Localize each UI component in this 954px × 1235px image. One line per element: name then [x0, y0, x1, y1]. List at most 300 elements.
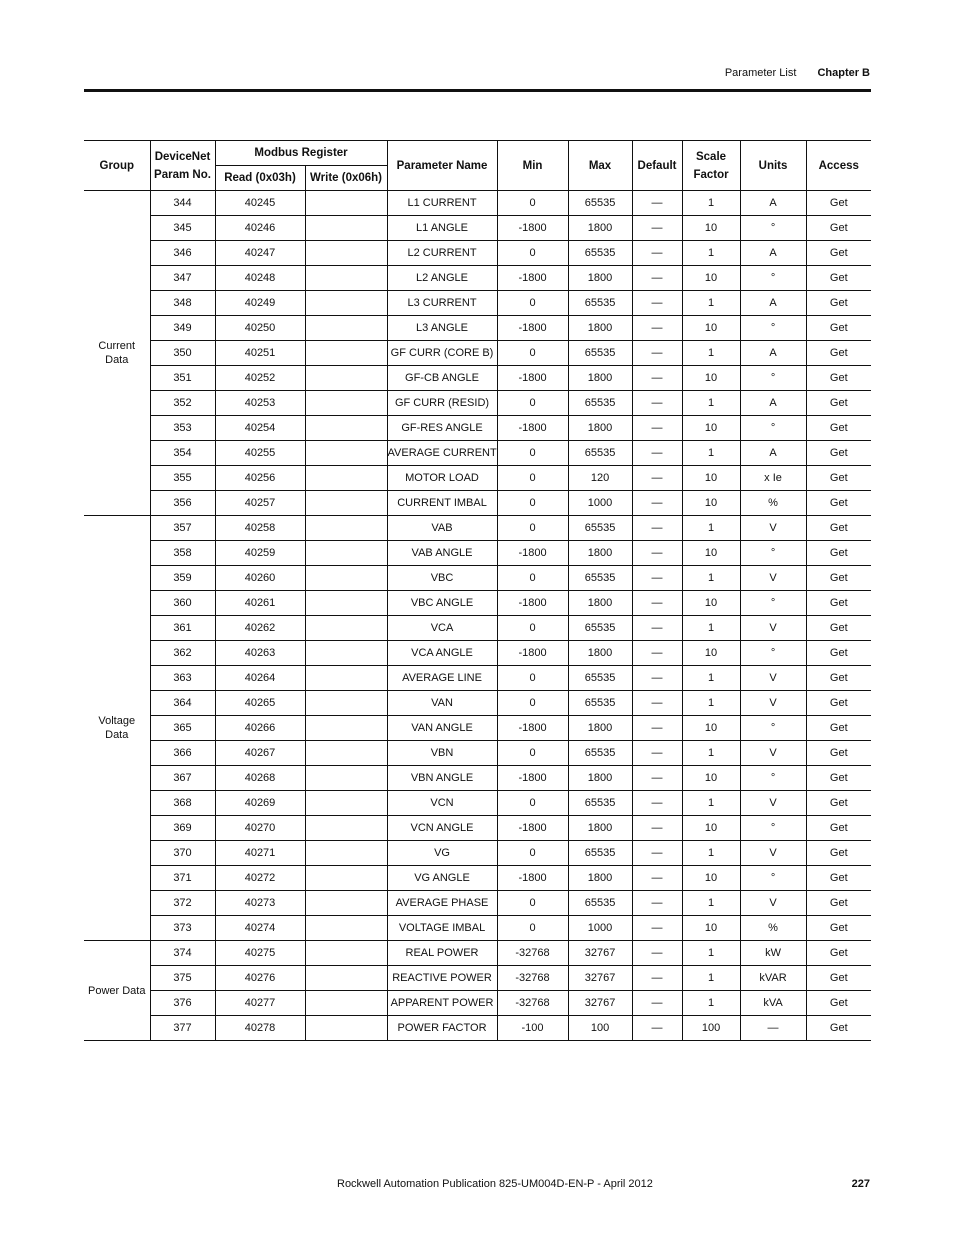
header-min: Min	[497, 141, 568, 191]
access-cell: Get	[806, 591, 871, 616]
default-value-cell: —	[632, 416, 682, 441]
devicenet-param-no-cell: 374	[150, 941, 215, 966]
table-row	[84, 891, 871, 916]
write-register-cell	[305, 191, 387, 216]
write-register-cell	[305, 566, 387, 591]
scale-factor-cell: 10	[682, 916, 740, 941]
scale-factor-cell: 10	[682, 466, 740, 491]
min-value-cell: -1800	[497, 716, 568, 741]
units-cell: V	[740, 791, 806, 816]
scale-factor-cell: 10	[682, 416, 740, 441]
table-row	[84, 916, 871, 941]
units-cell: V	[740, 891, 806, 916]
max-value-cell: 1800	[568, 866, 632, 891]
units-cell: °	[740, 216, 806, 241]
access-cell: Get	[806, 516, 871, 541]
access-cell: Get	[806, 566, 871, 591]
table-row	[84, 541, 871, 566]
read-register-cell: 40262	[215, 616, 305, 641]
max-value-cell: 1800	[568, 316, 632, 341]
max-value-cell: 65535	[568, 616, 632, 641]
write-register-cell	[305, 216, 387, 241]
read-register-cell: 40252	[215, 366, 305, 391]
default-value-cell: —	[632, 941, 682, 966]
write-register-cell	[305, 966, 387, 991]
devicenet-param-no-cell: 376	[150, 991, 215, 1016]
parameter-name-cell: L3 CURRENT	[387, 291, 497, 316]
max-value-cell: 1800	[568, 216, 632, 241]
units-cell: V	[740, 691, 806, 716]
units-cell: A	[740, 441, 806, 466]
min-value-cell: -1800	[497, 866, 568, 891]
header-modbus-register: Modbus Register	[215, 141, 387, 166]
read-register-cell: 40274	[215, 916, 305, 941]
default-value-cell: —	[632, 291, 682, 316]
access-cell: Get	[806, 416, 871, 441]
default-value-cell: —	[632, 316, 682, 341]
write-register-cell	[305, 491, 387, 516]
scale-factor-cell: 1	[682, 616, 740, 641]
devicenet-param-no-cell: 373	[150, 916, 215, 941]
devicenet-param-no-cell: 354	[150, 441, 215, 466]
parameter-name-cell: VCN ANGLE	[387, 816, 497, 841]
table-row	[84, 791, 871, 816]
table-row	[84, 316, 871, 341]
access-cell: Get	[806, 841, 871, 866]
min-value-cell: 0	[497, 466, 568, 491]
default-value-cell: —	[632, 566, 682, 591]
group-cell	[84, 941, 150, 1041]
group-name-line1: Voltage	[98, 715, 136, 727]
access-cell: Get	[806, 316, 871, 341]
min-value-cell: 0	[497, 691, 568, 716]
access-cell: Get	[806, 241, 871, 266]
units-cell: —	[740, 1016, 806, 1041]
min-value-cell: -1800	[497, 641, 568, 666]
min-value-cell: 0	[497, 441, 568, 466]
table-row	[84, 566, 871, 591]
max-value-cell: 65535	[568, 666, 632, 691]
min-value-cell: -32768	[497, 991, 568, 1016]
read-register-cell: 40259	[215, 541, 305, 566]
scale-factor-cell: 1	[682, 891, 740, 916]
parameter-name-cell: AVERAGE CURRENT	[387, 441, 497, 466]
min-value-cell: 0	[497, 741, 568, 766]
default-value-cell: —	[632, 516, 682, 541]
read-register-cell: 40255	[215, 441, 305, 466]
devicenet-param-no-cell: 362	[150, 641, 215, 666]
devicenet-param-no-cell: 364	[150, 691, 215, 716]
write-register-cell	[305, 591, 387, 616]
header-scale-line2: Factor	[693, 168, 729, 181]
access-cell: Get	[806, 791, 871, 816]
page-number: 227	[851, 1178, 870, 1190]
read-register-cell: 40246	[215, 216, 305, 241]
parameter-name-cell: VAB	[387, 516, 497, 541]
scale-factor-cell: 1	[682, 566, 740, 591]
access-cell: Get	[806, 866, 871, 891]
units-cell: V	[740, 566, 806, 591]
table-row	[84, 691, 871, 716]
devicenet-param-no-cell: 356	[150, 491, 215, 516]
table-row	[84, 966, 871, 991]
parameter-name-cell: REACTIVE POWER	[387, 966, 497, 991]
parameter-name-cell: APPARENT POWER	[387, 991, 497, 1016]
table-row	[84, 1016, 871, 1041]
read-register-cell: 40254	[215, 416, 305, 441]
max-value-cell: 1800	[568, 416, 632, 441]
parameter-name-cell: L1 ANGLE	[387, 216, 497, 241]
min-value-cell: 0	[497, 191, 568, 216]
table-row	[84, 216, 871, 241]
default-value-cell: —	[632, 741, 682, 766]
read-register-cell: 40272	[215, 866, 305, 891]
max-value-cell: 65535	[568, 691, 632, 716]
scale-factor-cell: 1	[682, 666, 740, 691]
max-value-cell: 65535	[568, 441, 632, 466]
devicenet-param-no-cell: 372	[150, 891, 215, 916]
min-value-cell: 0	[497, 291, 568, 316]
default-value-cell: —	[632, 891, 682, 916]
parameter-table	[84, 140, 871, 1041]
max-value-cell: 65535	[568, 391, 632, 416]
devicenet-param-no-cell: 366	[150, 741, 215, 766]
devicenet-param-no-cell: 346	[150, 241, 215, 266]
table-row	[84, 666, 871, 691]
header-read: Read (0x03h)	[215, 166, 305, 191]
units-cell: %	[740, 491, 806, 516]
header-write: Write (0x06h)	[305, 166, 387, 191]
devicenet-param-no-cell: 345	[150, 216, 215, 241]
max-value-cell: 1800	[568, 816, 632, 841]
max-value-cell: 100	[568, 1016, 632, 1041]
write-register-cell	[305, 516, 387, 541]
publication-info: Rockwell Automation Publication 825-UM004D-EN-P - April 2012	[337, 1178, 653, 1190]
units-cell: °	[740, 766, 806, 791]
units-cell: °	[740, 641, 806, 666]
parameter-name-cell: VBC	[387, 566, 497, 591]
devicenet-param-no-cell: 361	[150, 616, 215, 641]
max-value-cell: 65535	[568, 191, 632, 216]
access-cell: Get	[806, 441, 871, 466]
units-cell: A	[740, 241, 806, 266]
units-cell: °	[740, 366, 806, 391]
min-value-cell: 0	[497, 566, 568, 591]
table-row	[84, 991, 871, 1016]
header-rule	[84, 89, 871, 92]
max-value-cell: 32767	[568, 941, 632, 966]
devicenet-param-no-cell: 355	[150, 466, 215, 491]
header-scale-line1: Scale	[695, 150, 727, 163]
section-title: Parameter List	[724, 67, 797, 79]
units-cell: °	[740, 716, 806, 741]
scale-factor-cell: 1	[682, 941, 740, 966]
scale-factor-cell: 1	[682, 291, 740, 316]
access-cell: Get	[806, 391, 871, 416]
access-cell: Get	[806, 541, 871, 566]
access-cell: Get	[806, 716, 871, 741]
header-max: Max	[568, 141, 632, 191]
default-value-cell: —	[632, 391, 682, 416]
read-register-cell: 40249	[215, 291, 305, 316]
access-cell: Get	[806, 766, 871, 791]
table-row	[84, 191, 871, 216]
table-row	[84, 341, 871, 366]
parameter-name-cell: VBN ANGLE	[387, 766, 497, 791]
parameter-name-cell: GF CURR (CORE B)	[387, 341, 497, 366]
group-name-line2: Data	[105, 354, 129, 366]
min-value-cell: 0	[497, 241, 568, 266]
access-cell: Get	[806, 691, 871, 716]
min-value-cell: -1800	[497, 266, 568, 291]
read-register-cell: 40261	[215, 591, 305, 616]
max-value-cell: 65535	[568, 791, 632, 816]
table-row	[84, 591, 871, 616]
units-cell: V	[740, 841, 806, 866]
write-register-cell	[305, 916, 387, 941]
read-register-cell: 40278	[215, 1016, 305, 1041]
write-register-cell	[305, 366, 387, 391]
access-cell: Get	[806, 666, 871, 691]
scale-factor-cell: 10	[682, 316, 740, 341]
table-row	[84, 741, 871, 766]
access-cell: Get	[806, 641, 871, 666]
access-cell: Get	[806, 916, 871, 941]
max-value-cell: 1000	[568, 491, 632, 516]
units-cell: x Ie	[740, 466, 806, 491]
table-row	[84, 941, 871, 966]
units-cell: °	[740, 541, 806, 566]
scale-factor-cell: 10	[682, 216, 740, 241]
write-register-cell	[305, 791, 387, 816]
devicenet-param-no-cell: 365	[150, 716, 215, 741]
write-register-cell	[305, 766, 387, 791]
read-register-cell: 40276	[215, 966, 305, 991]
write-register-cell	[305, 466, 387, 491]
table-row	[84, 716, 871, 741]
devicenet-param-no-cell: 359	[150, 566, 215, 591]
units-cell: °	[740, 316, 806, 341]
read-register-cell: 40266	[215, 716, 305, 741]
table-row	[84, 866, 871, 891]
devicenet-param-no-cell: 363	[150, 666, 215, 691]
scale-factor-cell: 10	[682, 716, 740, 741]
scale-factor-cell: 1	[682, 966, 740, 991]
scale-factor-cell: 10	[682, 816, 740, 841]
min-value-cell: 0	[497, 616, 568, 641]
scale-factor-cell: 10	[682, 366, 740, 391]
min-value-cell: -1800	[497, 416, 568, 441]
devicenet-param-no-cell: 375	[150, 966, 215, 991]
units-cell: kVAR	[740, 966, 806, 991]
table-row	[84, 241, 871, 266]
devicenet-param-no-cell: 368	[150, 791, 215, 816]
max-value-cell: 65535	[568, 516, 632, 541]
default-value-cell: —	[632, 366, 682, 391]
units-cell: kW	[740, 941, 806, 966]
read-register-cell: 40250	[215, 316, 305, 341]
parameter-name-cell: L3 ANGLE	[387, 316, 497, 341]
group-name-line1: Power Data	[88, 984, 146, 997]
write-register-cell	[305, 841, 387, 866]
min-value-cell: 0	[497, 791, 568, 816]
scale-factor-cell: 100	[682, 1016, 740, 1041]
parameter-name-cell: VCN	[387, 791, 497, 816]
devicenet-param-no-cell: 369	[150, 816, 215, 841]
write-register-cell	[305, 641, 387, 666]
write-register-cell	[305, 316, 387, 341]
scale-factor-cell: 10	[682, 591, 740, 616]
parameter-name-cell: GF-CB ANGLE	[387, 366, 497, 391]
default-value-cell: —	[632, 666, 682, 691]
access-cell: Get	[806, 891, 871, 916]
read-register-cell: 40273	[215, 891, 305, 916]
read-register-cell: 40257	[215, 491, 305, 516]
units-cell: °	[740, 591, 806, 616]
units-cell: V	[740, 616, 806, 641]
max-value-cell: 1000	[568, 916, 632, 941]
access-cell: Get	[806, 991, 871, 1016]
max-value-cell: 1800	[568, 266, 632, 291]
min-value-cell: -1800	[497, 766, 568, 791]
scale-factor-cell: 10	[682, 541, 740, 566]
parameter-name-cell: L2 ANGLE	[387, 266, 497, 291]
write-register-cell	[305, 716, 387, 741]
running-header	[725, 67, 870, 79]
scale-factor-cell: 1	[682, 741, 740, 766]
read-register-cell: 40271	[215, 841, 305, 866]
parameter-name-cell: VCA ANGLE	[387, 641, 497, 666]
header-scale-factor	[682, 141, 740, 191]
min-value-cell: -32768	[497, 941, 568, 966]
table-row	[84, 766, 871, 791]
table-row	[84, 641, 871, 666]
header-default: Default	[632, 141, 682, 191]
read-register-cell: 40269	[215, 791, 305, 816]
group-name-line1: Current	[98, 340, 136, 352]
max-value-cell: 32767	[568, 966, 632, 991]
access-cell: Get	[806, 1016, 871, 1041]
scale-factor-cell: 1	[682, 391, 740, 416]
scale-factor-cell: 10	[682, 866, 740, 891]
default-value-cell: —	[632, 241, 682, 266]
scale-factor-cell: 1	[682, 516, 740, 541]
default-value-cell: —	[632, 1016, 682, 1041]
parameter-name-cell: VAB ANGLE	[387, 541, 497, 566]
read-register-cell: 40263	[215, 641, 305, 666]
table-row	[84, 616, 871, 641]
parameter-name-cell: VOLTAGE IMBAL	[387, 916, 497, 941]
devicenet-param-no-cell: 360	[150, 591, 215, 616]
devicenet-param-no-cell: 371	[150, 866, 215, 891]
scale-factor-cell: 1	[682, 191, 740, 216]
min-value-cell: 0	[497, 516, 568, 541]
max-value-cell: 32767	[568, 991, 632, 1016]
max-value-cell: 65535	[568, 341, 632, 366]
default-value-cell: —	[632, 466, 682, 491]
write-register-cell	[305, 241, 387, 266]
chapter-label: Chapter B	[817, 67, 870, 79]
access-cell: Get	[806, 266, 871, 291]
group-cell	[84, 191, 150, 516]
devicenet-param-no-cell: 370	[150, 841, 215, 866]
scale-factor-cell: 1	[682, 991, 740, 1016]
default-value-cell: —	[632, 841, 682, 866]
read-register-cell: 40253	[215, 391, 305, 416]
min-value-cell: 0	[497, 841, 568, 866]
write-register-cell	[305, 891, 387, 916]
units-cell: A	[740, 341, 806, 366]
header-devicenet-line1: DeviceNet	[154, 150, 211, 163]
write-register-cell	[305, 816, 387, 841]
access-cell: Get	[806, 616, 871, 641]
parameter-name-cell: VG	[387, 841, 497, 866]
read-register-cell: 40245	[215, 191, 305, 216]
access-cell: Get	[806, 816, 871, 841]
write-register-cell	[305, 941, 387, 966]
devicenet-param-no-cell: 349	[150, 316, 215, 341]
read-register-cell: 40270	[215, 816, 305, 841]
parameter-name-cell: VBN	[387, 741, 497, 766]
max-value-cell: 65535	[568, 891, 632, 916]
write-register-cell	[305, 441, 387, 466]
default-value-cell: —	[632, 541, 682, 566]
default-value-cell: —	[632, 716, 682, 741]
default-value-cell: —	[632, 341, 682, 366]
min-value-cell: 0	[497, 916, 568, 941]
read-register-cell: 40277	[215, 991, 305, 1016]
min-value-cell: 0	[497, 391, 568, 416]
write-register-cell	[305, 391, 387, 416]
devicenet-param-no-cell: 353	[150, 416, 215, 441]
units-cell: V	[740, 516, 806, 541]
read-register-cell: 40258	[215, 516, 305, 541]
header-access: Access	[806, 141, 871, 191]
min-value-cell: 0	[497, 891, 568, 916]
devicenet-param-no-cell: 352	[150, 391, 215, 416]
table-row	[84, 441, 871, 466]
max-value-cell: 1800	[568, 541, 632, 566]
access-cell: Get	[806, 216, 871, 241]
devicenet-param-no-cell: 347	[150, 266, 215, 291]
min-value-cell: -1800	[497, 316, 568, 341]
scale-factor-cell: 1	[682, 441, 740, 466]
max-value-cell: 1800	[568, 766, 632, 791]
default-value-cell: —	[632, 491, 682, 516]
default-value-cell: —	[632, 816, 682, 841]
scale-factor-cell: 10	[682, 766, 740, 791]
units-cell: °	[740, 266, 806, 291]
write-register-cell	[305, 866, 387, 891]
read-register-cell: 40264	[215, 666, 305, 691]
parameter-name-cell: REAL POWER	[387, 941, 497, 966]
table-row	[84, 416, 871, 441]
units-cell: V	[740, 666, 806, 691]
devicenet-param-no-cell: 367	[150, 766, 215, 791]
parameter-name-cell: L2 CURRENT	[387, 241, 497, 266]
devicenet-param-no-cell: 358	[150, 541, 215, 566]
parameter-name-cell: VAN	[387, 691, 497, 716]
write-register-cell	[305, 416, 387, 441]
header-units: Units	[740, 141, 806, 191]
parameter-name-cell: CURRENT IMBAL	[387, 491, 497, 516]
parameter-name-cell: POWER FACTOR	[387, 1016, 497, 1041]
parameter-name-cell: GF-RES ANGLE	[387, 416, 497, 441]
read-register-cell: 40256	[215, 466, 305, 491]
min-value-cell: 0	[497, 491, 568, 516]
write-register-cell	[305, 666, 387, 691]
table-body	[84, 191, 871, 1041]
